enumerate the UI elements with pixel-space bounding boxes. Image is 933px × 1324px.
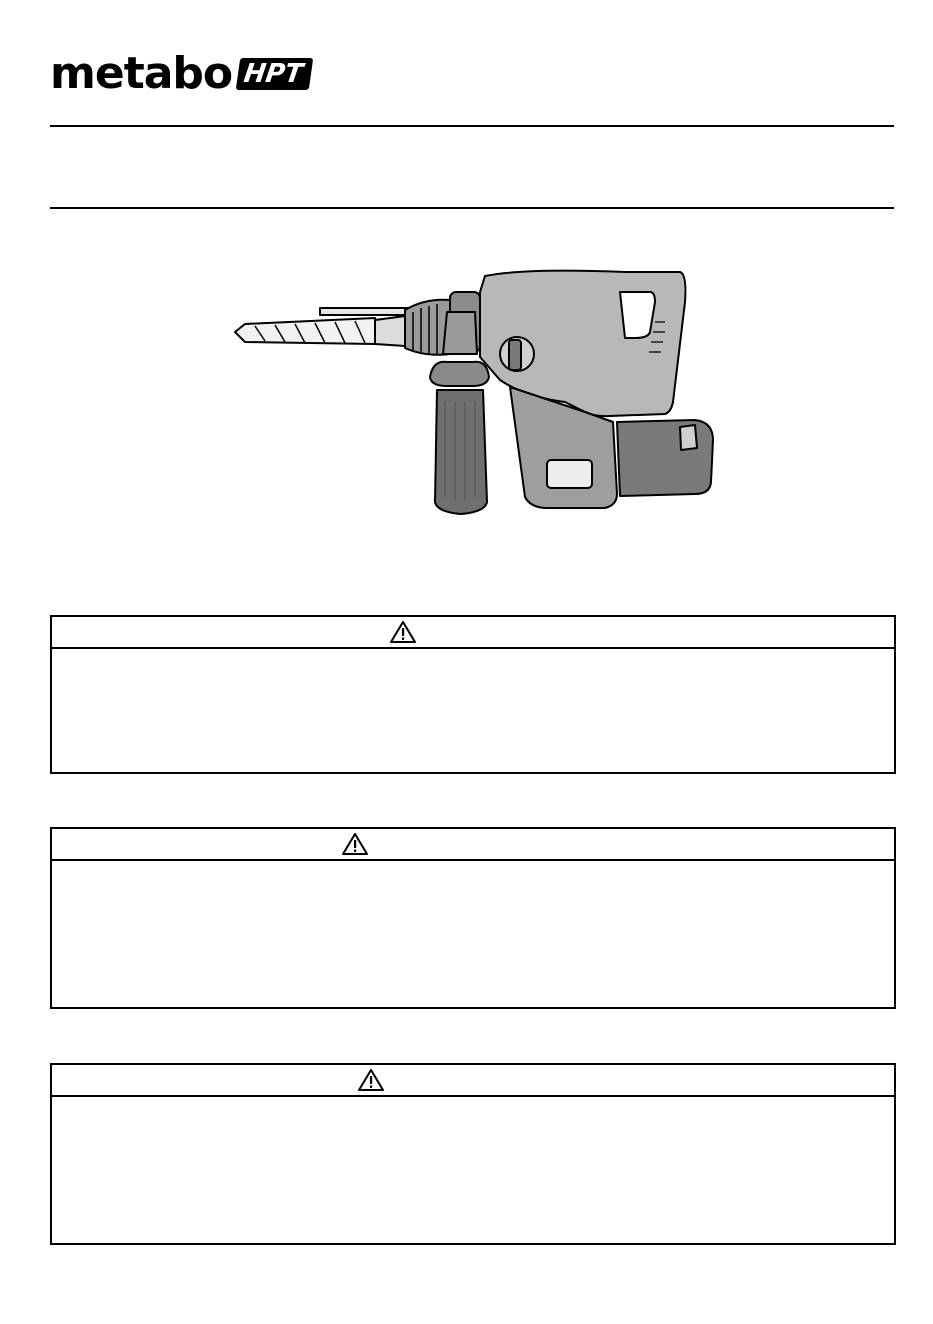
warning-header-1	[52, 617, 894, 649]
warning-triangle-icon	[341, 832, 369, 856]
warning-box-2	[50, 827, 896, 1009]
warning-box-1	[50, 615, 896, 774]
warning-triangle-icon	[357, 1068, 385, 1092]
header-rule-bottom	[50, 207, 894, 209]
brand-logo	[50, 48, 311, 99]
warning-header-2	[52, 829, 894, 861]
brand-wordmark: metabo	[50, 48, 233, 99]
rotary-hammer-icon	[225, 262, 725, 527]
warning-box-3	[50, 1063, 896, 1245]
warning-triangle-icon	[389, 620, 417, 644]
brand-badge: HPT	[236, 58, 313, 90]
warning-header-3	[52, 1065, 894, 1097]
header-rule-top	[50, 125, 894, 127]
